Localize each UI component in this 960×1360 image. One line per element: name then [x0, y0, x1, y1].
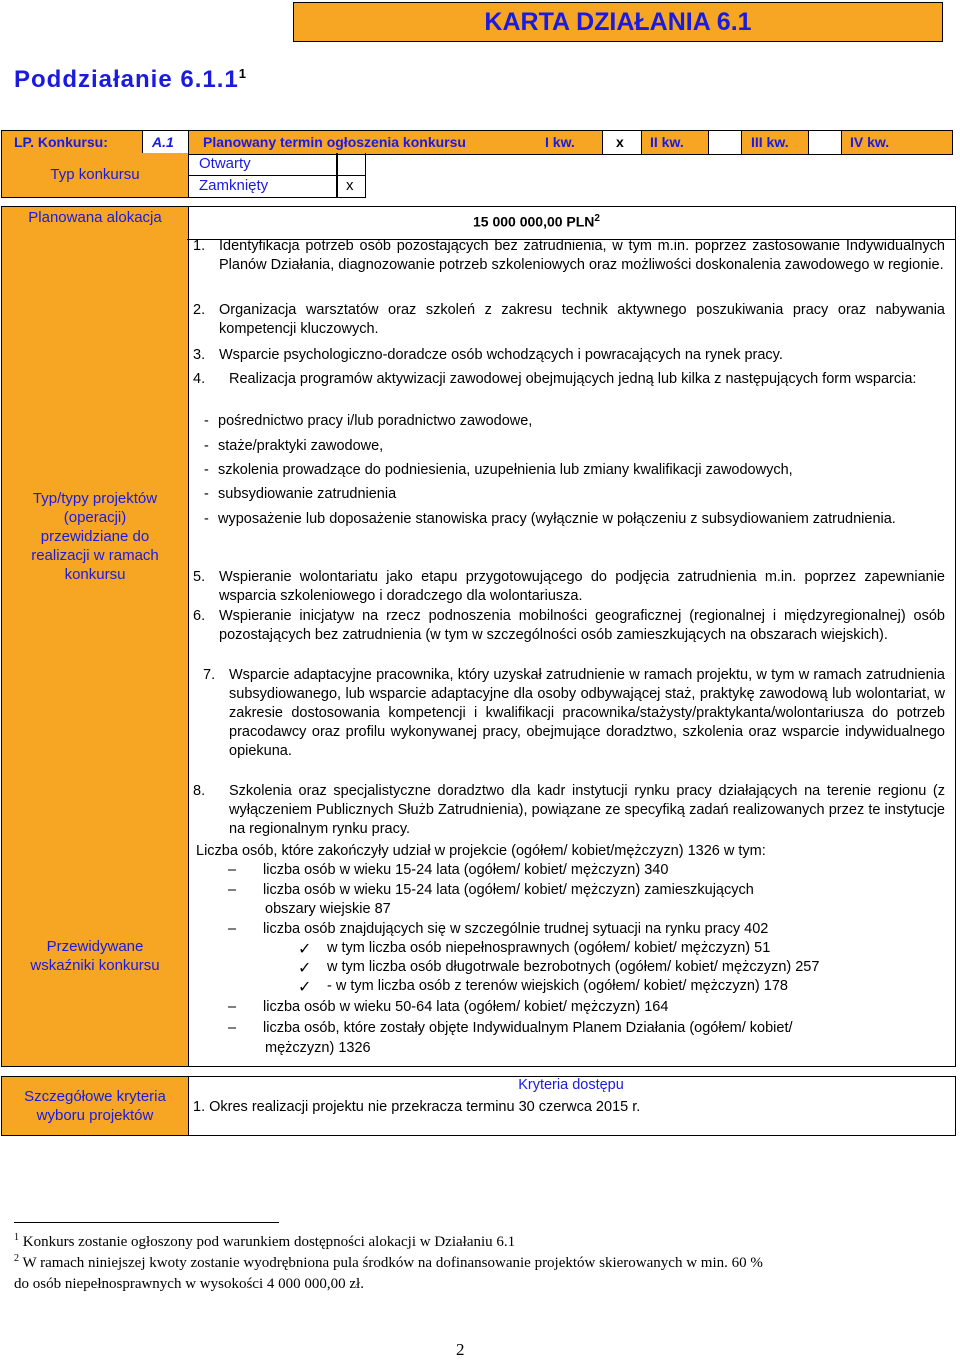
indicator-3-sub-2: w tym liczba osób długotrwale bezrobotnych (ogółem/ kobiet/ mężczyzn) 257 [327, 959, 820, 975]
sub-item-text: staże/praktyki zawodowe, [218, 438, 384, 454]
header-row [1, 130, 953, 155]
indicator-5-cont: mężczyzn) 1326 [265, 1040, 371, 1056]
type-open-box [336, 153, 366, 176]
footnote-2 [14, 1253, 763, 1272]
project-type-6 [193, 607, 945, 645]
card-title-text: KARTA DZIAŁANIA 6.1 [484, 7, 752, 36]
q4-label: IV kw. [850, 134, 890, 150]
indicators-label-cell [1, 779, 189, 1067]
project-type-3 [193, 346, 945, 365]
footnote-1-text: Konkurs zostanie ogłoszony pod warunkiem dostępności alokacji w Działaniu 6.1 [22, 1234, 516, 1250]
q2-label: II kw. [650, 134, 684, 150]
item-number: 8. [193, 783, 206, 799]
indicator-dash: – [228, 999, 237, 1015]
footnote-1 [14, 1232, 515, 1251]
type-closed-box [336, 176, 366, 198]
item-text: Wspieranie inicjatyw na rzecz podnoszenia mobilności geograficznej (regionalnej i międzyregionalnej) osób pozostających bez zatrudnienia (w tym w szczególności osób zamieszkujących na obszarach wiejskich). [219, 608, 945, 643]
allocation-footnote-ref: 2 [594, 213, 600, 224]
indicator-1: liczba osób w wieku 15-24 lata (ogółem/ kobiet/ mężczyzn) 340 [263, 862, 669, 878]
q1-mark: x [616, 134, 624, 150]
indicators-intro: Liczba osób, które zakończyły udział w projekcie (ogółem/ kobiet/mężczyzn) 1326 w tym: [196, 843, 766, 859]
indicator-dash: – [228, 1020, 237, 1036]
indicator-2-cont: obszary wiejskie 87 [265, 901, 391, 917]
item-number: 3. [193, 347, 206, 363]
sub-item-text: pośrednictwo pracy i/lub poradnictwo zawodowe, [218, 413, 533, 429]
item-number: 6. [193, 608, 206, 624]
allocation-value-cell [187, 206, 956, 240]
sub-item-1: - pośrednictwo pracy i/lub poradnictwo zawodowe, [204, 413, 533, 429]
sub-item-text: subsydiowanie zatrudnienia [218, 486, 397, 502]
sub-item-4: - subsydiowanie zatrudnienia [204, 486, 397, 502]
indicator-2: liczba osób w wieku 15-24 lata (ogółem/ kobiet/ mężczyzn) zamieszkujących [263, 882, 754, 898]
item-text: Wspieranie wolontariatu jako etapu przygotowującego do podjęcia zatrudnienia m.in. poprzez zapewnianie wsparcia szkoleniowego i doradczego dla wolontariusza. [219, 569, 945, 604]
check-icon: ✓ [298, 941, 312, 958]
criteria-content [187, 1076, 956, 1136]
criteria-item: 1. Okres realizacji projektu nie przekracza terminu 30 czerwca 2015 r. [193, 1099, 641, 1115]
item-text: Szkolenia oraz specjalistyczne doradztwo dla kadr instytucji rynku pracy działających na terenie regionu (z wyłączeniem Publicznych Służb Zatrudnienia), powiązane ze specyfiką zadań realizowanych przez te instytucje na regionalnym rynku pracy. [229, 783, 945, 837]
sub-item-5: - wyposażenie lub doposażenie stanowiska pracy (wyłącznie w połączeniu z subsydiowaniem zatrudnienia. [204, 510, 944, 529]
sub-item-2: - staże/praktyki zawodowe, [204, 438, 384, 454]
allocation-value: 15 000 000,00 PLN [473, 213, 595, 230]
criteria-label-cell [1, 1076, 189, 1136]
sub-item-text: szkolenia prowadzące do podniesienia, uzupełnienia lub zmiany kwalifikacji zawodowych, [218, 462, 793, 478]
indicator-dash: – [228, 882, 237, 898]
lp-label: LP. Konkursu: [14, 134, 108, 150]
allocation-label-cell [1, 206, 189, 240]
indicator-3: liczba osób znajdujących się w szczególnie trudnej sytuacji na rynku pracy 402 [263, 921, 769, 937]
sub-item-text: wyposażenie lub doposażenie stanowiska pracy (wyłącznie w połączeniu z subsydiowaniem zatrudnienia. [218, 511, 896, 527]
type-label: Typ konkursu [50, 166, 140, 183]
footnote-separator [14, 1222, 279, 1223]
q1-label: I kw. [545, 134, 575, 150]
indicator-5: liczba osób, które zostały objęte Indywidualnym Planem Działania (ogółem/ kobiet/ [263, 1020, 793, 1036]
indicator-3-sub-1: w tym liczba osób niepełnosprawnych (ogółem/ kobiet/ mężczyzn) 51 [327, 940, 771, 956]
item-number: 4. [193, 371, 206, 387]
lp-value: A.1 [152, 134, 174, 150]
indicator-3-sub-3: - w tym liczba osób z terenów wiejskich (ogółem/ kobiet/ mężczyzn) 178 [327, 978, 788, 994]
criteria-heading: Kryteria dostępu [518, 1077, 624, 1093]
subtitle-text: Poddziałanie 6.1.1 [14, 66, 239, 93]
footnote-2-num: 2 [14, 1253, 19, 1264]
sub-item-3: - szkolenia prowadzące do podniesienia, uzupełnienia lub zmiany kwalifikacji zawodowych, [204, 462, 793, 478]
project-type-8 [193, 782, 945, 839]
type-closed-mark: x [346, 177, 354, 194]
allocation-label: Planowana alokacja [28, 209, 162, 226]
indicators-label: Przewidywane wskaźniki konkursu [30, 938, 160, 974]
project-type-4 [193, 370, 945, 389]
q2-box [708, 131, 742, 154]
item-number: 7. [203, 667, 216, 683]
type-label-cell [1, 153, 189, 198]
project-type-1 [193, 237, 945, 275]
footnote-1-num: 1 [14, 1232, 19, 1243]
project-types-label-cell [1, 239, 189, 780]
indicator-dash: – [228, 862, 237, 878]
project-type-2 [193, 301, 945, 339]
item-text: Identyfikacja potrzeb osób pozostających bez zatrudnienia, w tym m.in. poprzez zastosowanie Indywidualnych Planów Działania, diagnozowanie potrzeb szkoleniowych oraz możliwości doskonalenia zawodowego w regionie. [219, 238, 945, 273]
footnote-2-cont: do osób niepełnosprawnych w wysokości 4 000 000,00 zł. [14, 1276, 364, 1292]
term-label: Planowany termin ogłoszenia konkursu [203, 134, 466, 150]
item-text: Wsparcie psychologiczno-doradcze osób wchodzących i powracających na rynek pracy. [219, 347, 783, 363]
subtitle [14, 66, 247, 94]
item-number: 2. [193, 302, 206, 318]
q3-label: III kw. [751, 134, 789, 150]
type-open-cell [188, 153, 338, 176]
q3-box [808, 131, 842, 154]
project-types-label: Typ/typy projektów (operacji) przewidziane do realizacji w ramach konkursu [31, 490, 159, 583]
criteria-label: Szczegółowe kryteria wyboru projektów [24, 1088, 166, 1124]
check-icon: ✓ [298, 960, 312, 977]
indicator-dash: – [228, 921, 237, 937]
check-icon: ✓ [298, 979, 312, 996]
indicator-4: liczba osób w wieku 50-64 lata (ogółem/ kobiet/ mężczyzn) 164 [263, 999, 669, 1015]
footnote-2-text: W ramach niniejszej kwoty zostanie wyodrębniona pula środków na dofinansowanie projektów skierowanych w min. 60 % [22, 1255, 763, 1271]
project-type-7 [193, 666, 945, 761]
page-number: 2 [456, 1340, 465, 1359]
item-text: Realizacja programów aktywizacji zawodowej obejmujących jedną lub kilka z następujących form wsparcia: [229, 371, 917, 387]
card-title [293, 2, 943, 42]
item-number: 1. [193, 238, 206, 254]
item-text: Wsparcie adaptacyjne pracownika, który uzyskał zatrudnienie w ramach projektu, w tym w ramach zatrudnienia subsydiowanego, lub wsparcie adaptacyjne dla osoby odbywającej staż, praktykę zawodową lub wolontariat, w zakresie dostosowania kompetencji i kwalifikacji pracownika/stażysty/praktykanta/wolontariusza do potrzeb pracodawcy oraz profilu wykonywanej pracy, obejmujące doradztwo, szkolenia oraz wsparcie indywidualnego opiekuna. [229, 667, 945, 759]
project-type-5 [193, 568, 945, 606]
item-text: Organizacja warsztatów oraz szkoleń z zakresu technik aktywnego poszukiwania pracy oraz nabywania kompetencji kluczowych. [219, 302, 945, 337]
subtitle-footnote-ref: 1 [238, 66, 247, 81]
item-number: 5. [193, 569, 206, 585]
type-closed-cell [188, 176, 338, 198]
type-closed-label: Zamknięty [199, 177, 269, 194]
type-open-label: Otwarty [199, 155, 251, 172]
